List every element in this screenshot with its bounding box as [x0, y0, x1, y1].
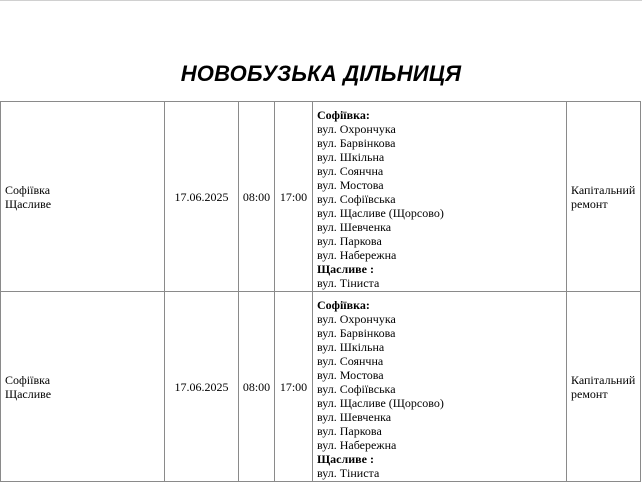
- settlements-cell: [1, 102, 165, 292]
- settlement-group-heading: Щасливе :: [317, 451, 374, 466]
- streets-list: [317, 298, 566, 480]
- street-item: вул. Мостова: [317, 367, 384, 382]
- street-item: вул. Щасливе (Щорсово): [317, 395, 444, 410]
- street-item: вул. Мостова: [317, 177, 384, 192]
- settlement-name: Софіївка: [5, 182, 51, 197]
- work-type-cell: [567, 102, 641, 292]
- outage-schedule-table: [0, 101, 641, 482]
- street-item: вул. Паркова: [317, 423, 382, 438]
- settlement-name: Софіївка: [5, 372, 51, 387]
- street-item: вул. Барвінкова: [317, 325, 396, 340]
- street-item: вул. Шевченка: [317, 219, 392, 234]
- street-item: вул. Соянчна: [317, 163, 384, 178]
- street-item: вул. Шкільна: [317, 339, 385, 354]
- work-type-label: Капітальний ремонт: [571, 372, 636, 401]
- top-border-line: [0, 0, 642, 1]
- settlement-group-heading: Софіївка:: [317, 107, 370, 122]
- date-cell: 17.06.2025: [165, 102, 239, 292]
- table-row: [1, 102, 641, 292]
- settlement-group-heading: Софіївка:: [317, 297, 370, 312]
- date-cell: 17.06.2025: [165, 292, 239, 482]
- settlement-name: Щасливе: [5, 196, 52, 211]
- work-type-label: Капітальний ремонт: [571, 182, 636, 211]
- street-item: вул. Барвінкова: [317, 135, 396, 150]
- street-item: вул. Софіївська: [317, 381, 396, 396]
- start-time-cell: 08:00: [239, 102, 275, 292]
- street-item: вул. Тіниста: [317, 275, 380, 290]
- end-time-cell: 17:00: [275, 292, 313, 482]
- street-item: вул. Набережна: [317, 437, 397, 452]
- settlements-cell: [1, 292, 165, 482]
- end-time-cell: 17:00: [275, 102, 313, 292]
- work-type-cell: [567, 292, 641, 482]
- street-item: вул. Тіниста: [317, 465, 380, 480]
- page-title: НОВОБУЗЬКА ДІЛЬНИЦЯ: [180, 61, 462, 86]
- start-time-cell: 08:00: [239, 292, 275, 482]
- street-item: вул. Охрончука: [317, 121, 396, 136]
- street-item: вул. Шкільна: [317, 149, 385, 164]
- street-item: вул. Охрончука: [317, 311, 396, 326]
- settlement-group-heading: Щасливе :: [317, 261, 374, 276]
- streets-cell: [313, 102, 567, 292]
- street-item: вул. Набережна: [317, 247, 397, 262]
- street-item: вул. Соянчна: [317, 353, 384, 368]
- streets-list: [317, 108, 566, 290]
- street-item: вул. Паркова: [317, 233, 382, 248]
- settlement-name: Щасливе: [5, 386, 52, 401]
- streets-cell: [313, 292, 567, 482]
- street-item: вул. Шевченка: [317, 409, 392, 424]
- street-item: вул. Софіївська: [317, 191, 396, 206]
- street-item: вул. Щасливе (Щорсово): [317, 205, 444, 220]
- table-body: [1, 102, 641, 482]
- table-row: [1, 292, 641, 482]
